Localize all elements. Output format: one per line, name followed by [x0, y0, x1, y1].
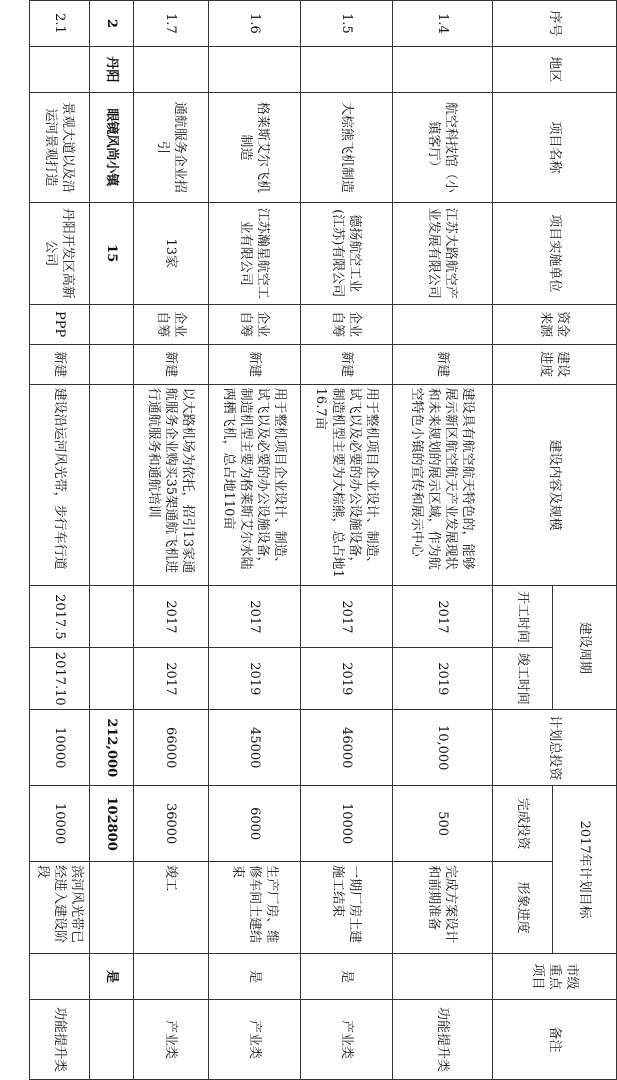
cell-image-progress: 生产厂房、维修车间土建结束: [209, 862, 301, 954]
cell-content: 以大路机场为依托，招引13家通航服务企业购买35架通航飞机进行通航服务和通航培训: [134, 384, 209, 586]
cell-remark: 产业类: [301, 999, 393, 1079]
header-done-invest: 完成投资: [493, 786, 553, 862]
cell-image-progress: [90, 862, 134, 954]
cell-done-invest: 102800: [90, 786, 134, 862]
cell-plan-invest: 10000: [30, 710, 90, 786]
cell-unit: 15: [90, 202, 134, 304]
cell-finish: [90, 648, 134, 710]
table-row: [30, 1, 90, 1080]
cell-start: 2017: [209, 586, 301, 648]
cell-key-project: [30, 954, 90, 1000]
header-region: 地区: [493, 46, 617, 92]
cell-progress: 新建: [134, 344, 209, 384]
cell-seq: 1.4: [393, 1, 493, 47]
cell-name: 大棕熊飞机制造: [301, 92, 393, 202]
cell-image-progress: 滨河风光带已经进入建设阶段: [30, 862, 90, 954]
cell-remark: 产业类: [209, 999, 301, 1079]
cell-done-invest: 10000: [30, 786, 90, 862]
cell-funding: [393, 304, 493, 344]
cell-done-invest: 10000: [301, 786, 393, 862]
cell-name: 眼镜风尚小镇: [90, 92, 134, 202]
cell-content: [90, 384, 134, 586]
cell-progress: 新建: [393, 344, 493, 384]
cell-plan-invest: 45000: [209, 710, 301, 786]
cell-seq: 1.7: [134, 1, 209, 47]
table-row: [393, 1, 493, 1080]
cell-key-project: 是: [90, 954, 134, 1000]
cell-remark: [90, 999, 134, 1079]
cell-progress: [90, 344, 134, 384]
cell-unit: 丹阳开发区高新公司: [30, 202, 90, 304]
cell-done-invest: 500: [393, 786, 493, 862]
project-table: [29, 0, 617, 1080]
cell-unit: 13家: [134, 202, 209, 304]
header-period-group: 建设周期: [553, 586, 617, 710]
header-content: 建设内容及规模: [493, 384, 617, 586]
cell-name: 航空科技馆（小镇客厅）: [393, 92, 493, 202]
cell-unit: 德扬航空工业(江苏)有限公司: [301, 202, 393, 304]
header-finish: 竣工时间: [493, 648, 553, 710]
cell-start: 2017: [134, 586, 209, 648]
cell-region: [301, 46, 393, 92]
header-image-progress: 形象进度: [493, 862, 553, 954]
cell-key-project: 是: [209, 954, 301, 1000]
cell-name: 景观大道以及沿运河景观打造: [30, 92, 90, 202]
cell-region: [209, 46, 301, 92]
cell-key-project: 是: [301, 954, 393, 1000]
header-target-group: 2017年计划目标: [553, 786, 617, 954]
cell-done-invest: 6000: [209, 786, 301, 862]
cell-image-progress: 完成方案设计和前期准备: [393, 862, 493, 954]
cell-finish: 2017: [134, 648, 209, 710]
cell-content: 用于整机项目企业设计、制造、试飞以及必要的办公设施设备，制造机型主要为格莱斯艾尔水陆两栖飞机，总占地110亩: [209, 384, 301, 586]
cell-finish: 2019: [301, 648, 393, 710]
cell-name: 通航服务企业招引: [134, 92, 209, 202]
cell-unit: 江苏瀚星航空工业有限公司: [209, 202, 301, 304]
cell-funding: 企业自筹: [134, 304, 209, 344]
cell-image-progress: 竣工: [134, 862, 209, 954]
cell-start: 2017: [301, 586, 393, 648]
cell-seq: 2: [90, 1, 134, 47]
cell-region: [134, 46, 209, 92]
cell-start: 2017.5: [30, 586, 90, 648]
cell-key-project: [134, 954, 209, 1000]
cell-plan-invest: 10,000: [393, 710, 493, 786]
cell-name: 格莱斯艾尔飞机制造: [209, 92, 301, 202]
cell-done-invest: 36000: [134, 786, 209, 862]
header-remark: 备注: [493, 999, 617, 1079]
cell-progress: 新建: [301, 344, 393, 384]
cell-content: 建设沿运河风光带，步行车行道: [30, 384, 90, 586]
cell-funding: PPP: [30, 304, 90, 344]
cell-finish: 2017.10: [30, 648, 90, 710]
cell-funding: 企业自筹: [209, 304, 301, 344]
cell-finish: 2019: [209, 648, 301, 710]
cell-progress: 新建: [209, 344, 301, 384]
cell-region: 丹阳: [90, 46, 134, 92]
cell-content: 建设具有航空航天特色的，能够展示新区航空航天产业发展现状和未来规划的展示区域，作为航空特色小镇的宣传和展示中心: [393, 384, 493, 586]
cell-plan-invest: 212,000: [90, 710, 134, 786]
header-start: 开工时间: [493, 586, 553, 648]
cell-start: 2017: [393, 586, 493, 648]
cell-plan-invest: 46000: [301, 710, 393, 786]
header-name: 项目名称: [493, 92, 617, 202]
cell-unit: 江苏大路航空产业发展有限公司: [393, 202, 493, 304]
table-row: [134, 1, 209, 1080]
cell-remark: 产业类: [134, 999, 209, 1079]
table-row: [209, 1, 301, 1080]
cell-plan-invest: 66000: [134, 710, 209, 786]
cell-remark: 功能提升类: [30, 999, 90, 1079]
cell-progress: 新建: [30, 344, 90, 384]
header-key-project: 市级重点项目: [493, 954, 617, 1000]
header-funding: 资金来源: [493, 304, 617, 344]
cell-finish: 2019: [393, 648, 493, 710]
cell-region: [30, 46, 90, 92]
header-seq: 序号: [493, 1, 617, 47]
header-plan-invest: 计划总投资: [493, 710, 617, 786]
table-row: [90, 1, 134, 1080]
header-unit: 项目实施单位: [493, 202, 617, 304]
cell-funding: 企业自筹: [301, 304, 393, 344]
cell-image-progress: 一期厂房土建施工结束: [301, 862, 393, 954]
cell-key-project: [393, 954, 493, 1000]
cell-region: [393, 46, 493, 92]
cell-seq: 2.1: [30, 1, 90, 47]
cell-seq: 1.6: [209, 1, 301, 47]
cell-funding: [90, 304, 134, 344]
cell-seq: 1.5: [301, 1, 393, 47]
header-progress: 建设进度: [493, 344, 617, 384]
cell-start: [90, 586, 134, 648]
cell-remark: 功能提升类: [393, 999, 493, 1079]
cell-content: 用于整机项目企业设计、制造、试飞以及必要的办公设施设备，制造机型主要为大棕熊，总占地116.7亩: [301, 384, 393, 586]
table-row: [301, 1, 393, 1080]
